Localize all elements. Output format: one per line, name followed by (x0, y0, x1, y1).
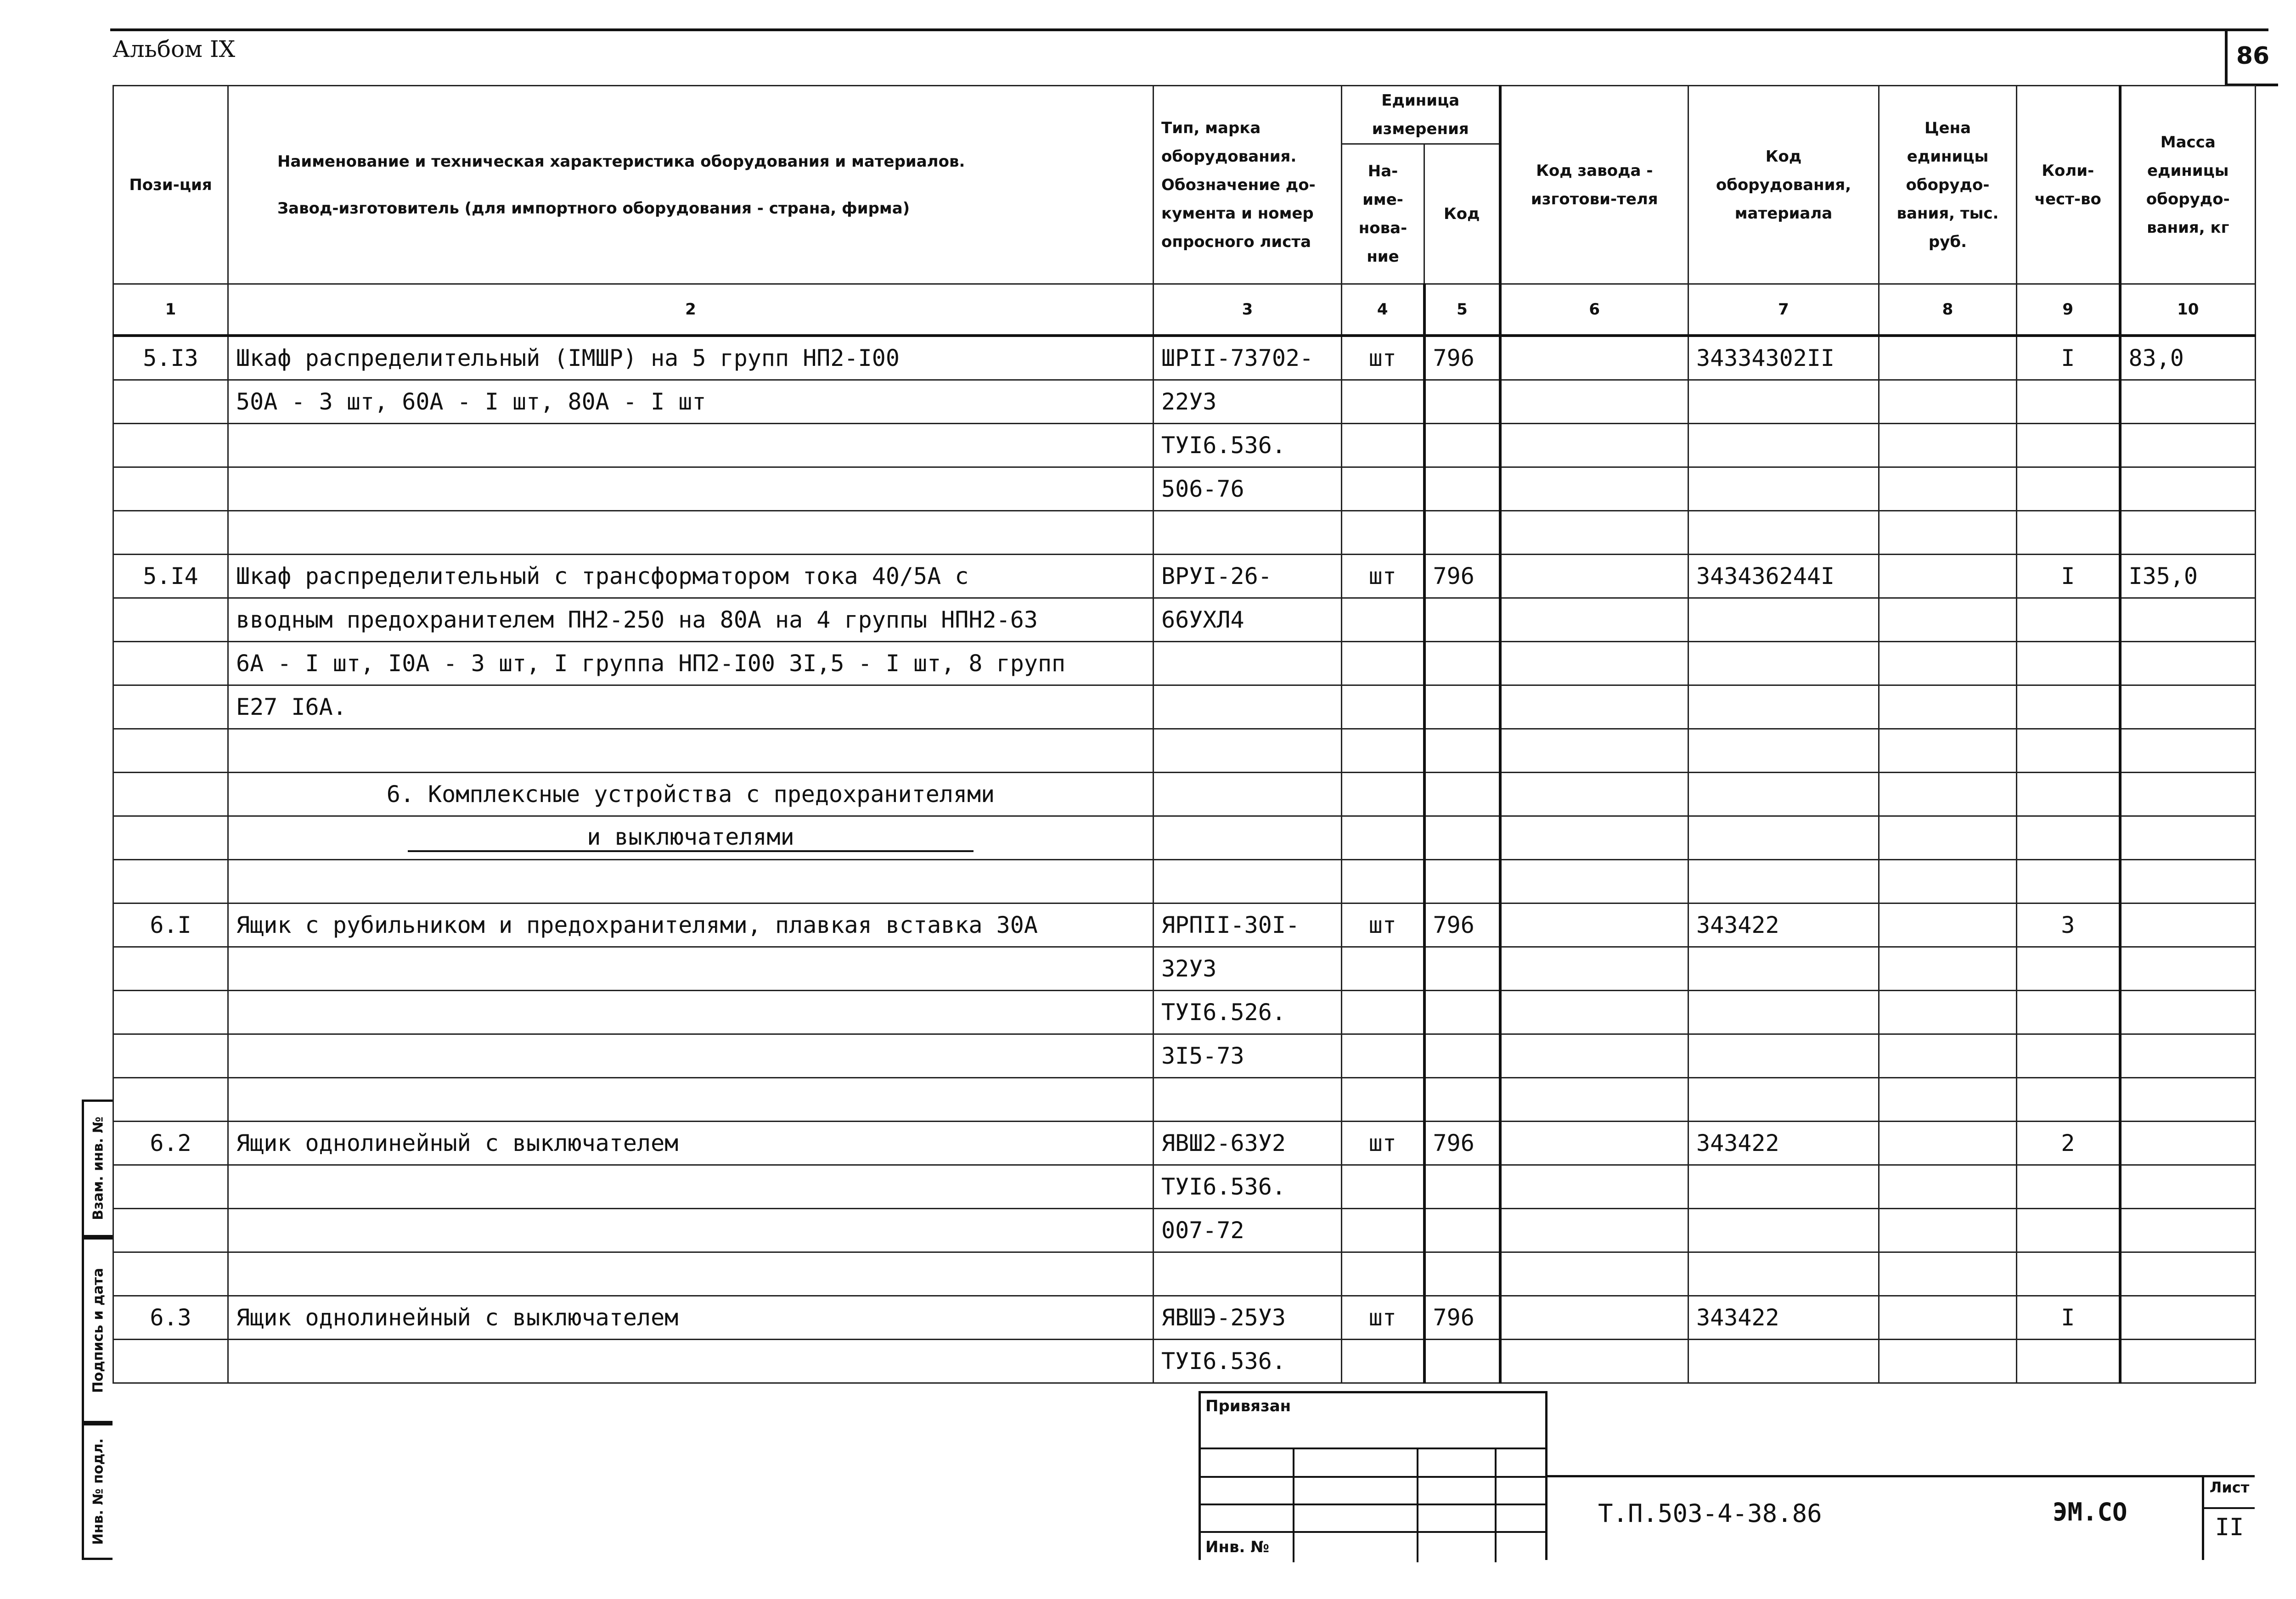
col-header-factory-code: Код завода - изготови-теля (1500, 86, 1688, 284)
cell-name: 6А - I шт, I0А - 3 шт, I группа НП2-I00 3I,5 - I шт, 8 групп (228, 642, 1154, 685)
cell-factory (1500, 555, 1688, 598)
cell-mass (2120, 947, 2256, 991)
cell-pos (113, 511, 228, 555)
cell-eqcode: 343422 (1688, 1122, 1879, 1165)
cell-unit (1342, 860, 1424, 903)
cell-factory (1500, 511, 1688, 555)
stamp-inv-label: Инв. № (1205, 1538, 1270, 1556)
cell-factory (1500, 685, 1688, 729)
cell-eqcode (1688, 991, 1879, 1034)
table-row (113, 1034, 2256, 1078)
cell-price (1879, 598, 2017, 642)
cell-qty (2017, 1252, 2120, 1296)
cell-code (1424, 1340, 1500, 1383)
cell-unit (1342, 1165, 1424, 1209)
cell-qty (2017, 947, 2120, 991)
cell-code (1424, 511, 1500, 555)
cell-pos (113, 860, 228, 903)
col-header-mass: Масса единицы оборудо-вания, кг (2120, 86, 2256, 284)
cell-pos (113, 816, 228, 860)
cell-eqcode: 34334302II (1688, 336, 1879, 380)
cell-price (1879, 1252, 2017, 1296)
cell-factory (1500, 773, 1688, 816)
table-row (113, 424, 2256, 467)
table-row (113, 511, 2256, 555)
cell-type: 007-72 (1154, 1209, 1342, 1252)
cell-eqcode (1688, 1209, 1879, 1252)
cell-eqcode (1688, 511, 1879, 555)
cell-pos (113, 1165, 228, 1209)
cell-price (1879, 860, 2017, 903)
table-row (113, 773, 2256, 816)
cell-name: Шкаф распределительный с трансформатором тока 40/5А с (228, 555, 1154, 598)
cell-pos (113, 1340, 228, 1383)
table-row (113, 860, 2256, 903)
cell-code (1424, 467, 1500, 511)
cell-mass (2120, 1034, 2256, 1078)
cell-factory (1500, 1296, 1688, 1340)
cell-price (1879, 642, 2017, 685)
cell-pos (113, 642, 228, 685)
cell-eqcode (1688, 642, 1879, 685)
cell-mass (2120, 1296, 2256, 1340)
cell-eqcode (1688, 773, 1879, 816)
cell-factory (1500, 816, 1688, 860)
cell-name: Ящик однолинейный с выключателем (228, 1122, 1154, 1165)
cell-qty (2017, 1078, 2120, 1122)
cell-code (1424, 424, 1500, 467)
cell-unit (1342, 1078, 1424, 1122)
cell-price (1879, 729, 2017, 773)
cell-qty: I (2017, 1296, 2120, 1340)
cell-pos (113, 1209, 228, 1252)
cell-pos (113, 685, 228, 729)
cell-eqcode (1688, 380, 1879, 424)
cell-unit (1342, 947, 1424, 991)
cell-unit (1342, 424, 1424, 467)
cell-code (1424, 1209, 1500, 1252)
cell-name (228, 1340, 1154, 1383)
cell-pos (113, 991, 228, 1034)
cell-price (1879, 1122, 2017, 1165)
cell-type: 3I5-73 (1154, 1034, 1342, 1078)
cell-price (1879, 1340, 2017, 1383)
cell-factory (1500, 598, 1688, 642)
cell-mass (2120, 1209, 2256, 1252)
cell-factory (1500, 424, 1688, 467)
cell-mass (2120, 380, 2256, 424)
cell-pos (113, 729, 228, 773)
cell-name (228, 860, 1154, 903)
cell-type: ЯРПII-30I- (1154, 903, 1342, 947)
cell-pos: 6.3 (113, 1296, 228, 1340)
section-title-underlined: и выключателями (408, 824, 974, 852)
cell-name: Ящик однолинейный с выключателем (228, 1296, 1154, 1340)
cell-type (1154, 729, 1342, 773)
cell-price (1879, 947, 2017, 991)
cell-qty (2017, 816, 2120, 860)
cell-code (1424, 947, 1500, 991)
sheet-label: Лист (2209, 1479, 2250, 1496)
cell-name (228, 424, 1154, 467)
cell-eqcode (1688, 947, 1879, 991)
cell-code: 796 (1424, 903, 1500, 947)
cell-eqcode (1688, 467, 1879, 511)
cell-factory (1500, 729, 1688, 773)
cell-name: 50А - 3 шт, 60А - I шт, 80А - I шт (228, 380, 1154, 424)
cell-factory (1500, 1165, 1688, 1209)
cell-name (228, 1252, 1154, 1296)
cell-unit (1342, 511, 1424, 555)
cell-price (1879, 816, 2017, 860)
cell-factory (1500, 336, 1688, 380)
cell-name (228, 1165, 1154, 1209)
cell-price (1879, 1078, 2017, 1122)
cell-eqcode (1688, 424, 1879, 467)
cell-qty: I (2017, 555, 2120, 598)
col-header-type: Тип, марка оборудования. Обозначение до-кумента и номер опросного листа (1154, 86, 1342, 284)
cell-code (1424, 860, 1500, 903)
cell-unit (1342, 1034, 1424, 1078)
cell-price (1879, 467, 2017, 511)
cell-unit (1342, 1209, 1424, 1252)
cell-mass (2120, 598, 2256, 642)
cell-type (1154, 642, 1342, 685)
cell-qty: I (2017, 336, 2120, 380)
cell-price (1879, 1296, 2017, 1340)
cell-code (1424, 991, 1500, 1034)
cell-name: вводным предохранителем ПН2-250 на 80А на 4 группы НПН2-63 (228, 598, 1154, 642)
cell-qty: 3 (2017, 903, 2120, 947)
cell-price (1879, 511, 2017, 555)
cell-mass (2120, 903, 2256, 947)
cell-unit (1342, 685, 1424, 729)
col-header-unit-code: Код (1424, 144, 1500, 284)
cell-factory (1500, 1252, 1688, 1296)
cell-mass (2120, 685, 2256, 729)
cell-unit: шт (1342, 1122, 1424, 1165)
col-header-equipment-code: Код оборудования, материала (1688, 86, 1879, 284)
cell-type: ЯВШЭ-25У3 (1154, 1296, 1342, 1340)
cell-qty (2017, 1340, 2120, 1383)
cell-mass (2120, 991, 2256, 1034)
side-stamp-inv: Инв. № подл. (82, 1423, 113, 1560)
cell-name (228, 816, 1154, 860)
cell-qty: 2 (2017, 1122, 2120, 1165)
cell-eqcode: 343436244I (1688, 555, 1879, 598)
table-row (113, 555, 2256, 598)
cell-factory (1500, 991, 1688, 1034)
cell-factory (1500, 642, 1688, 685)
cell-factory (1500, 947, 1688, 991)
cell-name: Ящик с рубильником и предохранителями, плавкая вставка 30А (228, 903, 1154, 947)
cell-price (1879, 903, 2017, 947)
cell-pos (113, 1252, 228, 1296)
table-row (113, 729, 2256, 773)
cell-qty (2017, 860, 2120, 903)
cell-mass (2120, 1078, 2256, 1122)
cell-price (1879, 685, 2017, 729)
cell-pos: 6.2 (113, 1122, 228, 1165)
cell-eqcode (1688, 1078, 1879, 1122)
table-row (113, 336, 2256, 380)
cell-name (228, 1034, 1154, 1078)
cell-type: ШРII-73702- (1154, 336, 1342, 380)
cell-code (1424, 380, 1500, 424)
cell-mass (2120, 860, 2256, 903)
cell-price (1879, 336, 2017, 380)
cell-type (1154, 511, 1342, 555)
cell-factory (1500, 1078, 1688, 1122)
cell-code (1424, 773, 1500, 816)
cell-mass (2120, 1122, 2256, 1165)
cell-type: ВРУI-26- (1154, 555, 1342, 598)
cell-name: Е27 I6А. (228, 685, 1154, 729)
cell-mass (2120, 467, 2256, 511)
table-row (113, 1296, 2256, 1340)
cell-name (228, 1209, 1154, 1252)
table-row (113, 947, 2256, 991)
table-row (113, 380, 2256, 424)
cell-name: Шкаф распределительный (IМШР) на 5 групп НП2-I00 (228, 336, 1154, 380)
col-header-position: Пози-ция (113, 86, 228, 284)
stamp-privyazan-label: Привязан (1205, 1397, 1291, 1415)
cell-factory (1500, 903, 1688, 947)
cell-mass (2120, 1252, 2256, 1296)
table-row (113, 642, 2256, 685)
cell-type: 66УХЛ4 (1154, 598, 1342, 642)
cell-name (228, 947, 1154, 991)
cell-type: 22У3 (1154, 380, 1342, 424)
cell-unit (1342, 991, 1424, 1034)
cell-price (1879, 773, 2017, 816)
cell-mass: 83,0 (2120, 336, 2256, 380)
cell-code: 796 (1424, 1122, 1500, 1165)
cell-eqcode (1688, 1165, 1879, 1209)
cell-pos (113, 1078, 228, 1122)
cell-price (1879, 555, 2017, 598)
cell-name (228, 773, 1154, 816)
cell-mass (2120, 773, 2256, 816)
cell-code (1424, 1165, 1500, 1209)
cell-qty (2017, 729, 2120, 773)
cell-unit (1342, 729, 1424, 773)
cell-mass (2120, 1165, 2256, 1209)
cell-unit: шт (1342, 1296, 1424, 1340)
cell-type (1154, 1078, 1342, 1122)
album-label: Альбом IX (113, 36, 236, 62)
cell-code: 796 (1424, 1296, 1500, 1340)
cell-qty (2017, 511, 2120, 555)
cell-eqcode: 343422 (1688, 1296, 1879, 1340)
cell-unit (1342, 380, 1424, 424)
cell-qty (2017, 598, 2120, 642)
sheet-box (2202, 1475, 2255, 1560)
cell-code: 796 (1424, 336, 1500, 380)
cell-unit: шт (1342, 555, 1424, 598)
column-number-row: 1 2 3 4 5 6 7 8 9 10 (113, 284, 2256, 336)
cell-pos (113, 467, 228, 511)
cell-qty (2017, 1209, 2120, 1252)
col-header-unit-name: На-име-нова-ние (1342, 144, 1424, 284)
cell-qty (2017, 642, 2120, 685)
cell-eqcode (1688, 729, 1879, 773)
col-header-name: Наименование и техническая характеристика оборудования и материалов. Завод-изготовитель (для импортного оборудования - страна, фирма) (228, 86, 1154, 284)
cell-pos: 5.I4 (113, 555, 228, 598)
cell-type (1154, 773, 1342, 816)
cell-type: ЯВШ2-63У2 (1154, 1122, 1342, 1165)
cell-type (1154, 816, 1342, 860)
cell-code (1424, 598, 1500, 642)
table-row (113, 685, 2256, 729)
cell-type: ТУI6.536. (1154, 1340, 1342, 1383)
table-row (113, 816, 2256, 860)
title-block-rule (1548, 1475, 2255, 1477)
cell-mass (2120, 816, 2256, 860)
cell-eqcode (1688, 1034, 1879, 1078)
cell-price (1879, 991, 2017, 1034)
col-header-price: Цена единицы оборудо-вания, тыс. руб. (1879, 86, 2017, 284)
cell-pos (113, 380, 228, 424)
cell-type: ТУI6.526. (1154, 991, 1342, 1034)
cell-unit: шт (1342, 903, 1424, 947)
cell-code (1424, 1078, 1500, 1122)
cell-pos (113, 424, 228, 467)
cell-mass (2120, 424, 2256, 467)
cell-factory (1500, 860, 1688, 903)
cell-qty (2017, 773, 2120, 816)
cell-unit: шт (1342, 336, 1424, 380)
cell-pos: 5.I3 (113, 336, 228, 380)
table-row (113, 903, 2256, 947)
cell-pos (113, 773, 228, 816)
cell-type: ТУI6.536. (1154, 424, 1342, 467)
cell-eqcode: 343422 (1688, 903, 1879, 947)
cell-eqcode (1688, 816, 1879, 860)
table-row (113, 991, 2256, 1034)
section-title: 6. Комплексные устройства с предохранителями (386, 781, 995, 808)
cell-code (1424, 729, 1500, 773)
cell-pos (113, 1034, 228, 1078)
cell-factory (1500, 1209, 1688, 1252)
cell-qty (2017, 1034, 2120, 1078)
cell-price (1879, 380, 2017, 424)
binding-stamp (1199, 1391, 1548, 1560)
table-row (113, 1165, 2256, 1209)
cell-mass: I35,0 (2120, 555, 2256, 598)
cell-factory (1500, 1340, 1688, 1383)
cell-qty (2017, 467, 2120, 511)
table-row (113, 467, 2256, 511)
cell-mass (2120, 642, 2256, 685)
cell-unit (1342, 1340, 1424, 1383)
cell-mass (2120, 511, 2256, 555)
page-number: 86 (2225, 28, 2278, 86)
table-row (113, 1078, 2256, 1122)
cell-type: 32У3 (1154, 947, 1342, 991)
document-number: Т.П.503-4-38.86 (1598, 1499, 1822, 1528)
table-row (113, 1209, 2256, 1252)
cell-mass (2120, 729, 2256, 773)
cell-pos: 6.I (113, 903, 228, 947)
side-stamp-podpis: Подпись и дата (82, 1237, 113, 1423)
cell-price (1879, 424, 2017, 467)
document-mark: ЭМ.СО (2053, 1498, 2127, 1526)
col-header-unit-group: Единица измерения (1342, 86, 1500, 144)
cell-eqcode (1688, 860, 1879, 903)
cell-eqcode (1688, 598, 1879, 642)
cell-unit (1342, 598, 1424, 642)
cell-eqcode (1688, 1340, 1879, 1383)
cell-factory (1500, 1122, 1688, 1165)
cell-name (228, 991, 1154, 1034)
cell-pos (113, 598, 228, 642)
sheet-number: II (2204, 1507, 2255, 1541)
cell-code (1424, 1252, 1500, 1296)
cell-name (228, 729, 1154, 773)
cell-qty (2017, 1165, 2120, 1209)
table-row (113, 1122, 2256, 1165)
cell-type (1154, 1252, 1342, 1296)
table-row (113, 1340, 2256, 1383)
cell-type (1154, 860, 1342, 903)
cell-qty (2017, 991, 2120, 1034)
table-row (113, 598, 2256, 642)
cell-eqcode (1688, 685, 1879, 729)
cell-name (228, 467, 1154, 511)
cell-qty (2017, 424, 2120, 467)
col-header-quantity: Коли-чест-во (2017, 86, 2120, 284)
cell-price (1879, 1209, 2017, 1252)
cell-unit (1342, 642, 1424, 685)
header-rule (110, 28, 2268, 31)
cell-type: ТУI6.536. (1154, 1165, 1342, 1209)
cell-price (1879, 1165, 2017, 1209)
cell-code (1424, 685, 1500, 729)
side-stamp-vzam: Взам. инв. № (82, 1100, 113, 1237)
cell-qty (2017, 685, 2120, 729)
cell-name (228, 511, 1154, 555)
cell-pos (113, 947, 228, 991)
cell-code (1424, 642, 1500, 685)
cell-unit (1342, 773, 1424, 816)
cell-factory (1500, 467, 1688, 511)
cell-eqcode (1688, 1252, 1879, 1296)
cell-price (1879, 1034, 2017, 1078)
table-row (113, 1252, 2256, 1296)
cell-type (1154, 685, 1342, 729)
cell-unit (1342, 467, 1424, 511)
cell-code: 796 (1424, 555, 1500, 598)
cell-code (1424, 816, 1500, 860)
cell-name (228, 1078, 1154, 1122)
cell-factory (1500, 1034, 1688, 1078)
cell-type: 506-76 (1154, 467, 1342, 511)
specification-table (113, 85, 2256, 1384)
cell-unit (1342, 1252, 1424, 1296)
cell-code (1424, 1034, 1500, 1078)
cell-mass (2120, 1340, 2256, 1383)
cell-unit (1342, 816, 1424, 860)
cell-factory (1500, 380, 1688, 424)
cell-qty (2017, 380, 2120, 424)
